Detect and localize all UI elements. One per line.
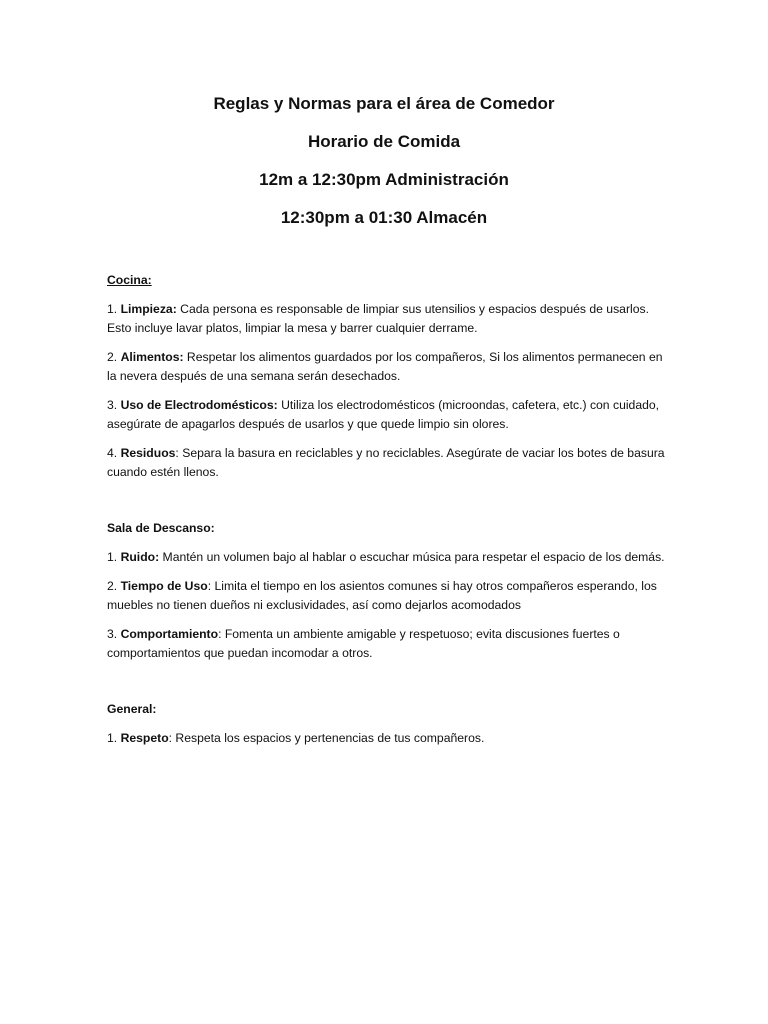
rule-cocina-residuos: 4. Residuos: Separa la basura en reciclables y no reciclables. Asegúrate de vaciar los botes de basura cuando estén llenos.	[107, 446, 665, 479]
schedule-administracion: 12m a 12:30pm Administración	[259, 170, 509, 189]
rule-text: : Fomenta un ambiente amigable y respetuoso; evita discusiones fuertes o comportamientos que puedan incomodar a otros.	[107, 627, 620, 660]
schedule-almacen: 12:30pm a 01:30 Almacén	[280, 208, 488, 227]
rule-sala-ruido: 1. Ruido: Mantén un volumen bajo al hablar o escuchar música para respetar el espacio de los demás.	[107, 550, 665, 564]
rule-label: Limpieza:	[120, 302, 177, 316]
rule-label: Alimentos:	[120, 350, 184, 364]
schedule-heading: Horario de Comida	[307, 132, 461, 151]
rule-text: : Limita el tiempo en los asientos comunes si hay otros compañeros esperando, los muebles no tienen dueños ni exclusividades, así como dejarlos acomodados	[107, 579, 657, 612]
rule-text: : Respeta los espacios y pertenencias de tus compañeros.	[168, 731, 485, 745]
rule-text: Cada persona es responsable de limpiar sus utensilios y espacios después de usarlos. Esto incluye lavar platos, limpiar la mesa y barrer cualquier derrame.	[107, 302, 649, 335]
rule-text: : Separa la basura en reciclables y no reciclables. Asegúrate de vaciar los botes de basura cuando estén llenos.	[107, 446, 665, 479]
section-heading-cocina: Cocina:	[107, 273, 152, 287]
document-title: Reglas y Normas para el área de Comedor	[213, 94, 555, 113]
rule-label: Tiempo de Uso	[120, 579, 208, 593]
section-heading-general: General:	[107, 702, 157, 716]
rule-text: Mantén un volumen bajo al hablar o escuchar música para respetar el espacio de los demás.	[159, 550, 665, 564]
rule-sala-tiempo-uso: 2. Tiempo de Uso: Limita el tiempo en los asientos comunes si hay otros compañeros esperando, los muebles no tienen dueños ni exclusividades, así como dejarlos acomodados	[107, 579, 657, 612]
rule-cocina-electrodomesticos: 3. Uso de Electrodomésticos: Utiliza los electrodomésticos (microondas, cafetera, etc.) con cuidado, asegúrate de apagarlos después de usarlos y que quede limpio sin olores.	[107, 398, 660, 431]
section-spacer	[107, 673, 667, 700]
section-heading-sala-descanso: Sala de Descanso:	[107, 521, 215, 535]
rule-label: Uso de Electrodomésticos:	[120, 398, 278, 412]
rule-label: Ruido:	[120, 550, 160, 564]
rule-label: Residuos	[120, 446, 176, 460]
rule-cocina-limpieza: 1. Limpieza: Cada persona es responsable de limpiar sus utensilios y espacios después de usarlos. Esto incluye lavar platos, limpiar la mesa y barrer cualquier derrame.	[107, 302, 649, 335]
rule-sala-comportamiento: 3. Comportamiento: Fomenta un ambiente amigable y respetuoso; evita discusiones fuertes o comportamientos que puedan incomodar a otros.	[107, 627, 620, 660]
rule-general-respeto: 1. Respeto: Respeta los espacios y pertenencias de tus compañeros.	[107, 731, 485, 745]
rule-text: Respetar los alimentos guardados por los compañeros, Si los alimentos permanecen en la nevera después de una semana serán desechados.	[107, 350, 663, 383]
rule-text: Utiliza los electrodomésticos (microondas, cafetera, etc.) con cuidado, asegúrate de apagarlos después de usarlos y que quede limpio sin olores.	[107, 398, 660, 431]
rule-cocina-alimentos: 2. Alimentos: Respetar los alimentos guardados por los compañeros, Si los alimentos permanecen en la nevera después de una semana serán desechados.	[107, 350, 663, 383]
document-body	[107, 271, 667, 758]
rule-label: Comportamiento	[120, 627, 219, 641]
document-header	[0, 92, 768, 244]
rule-label: Respeto	[120, 731, 169, 745]
section-spacer	[107, 492, 667, 519]
